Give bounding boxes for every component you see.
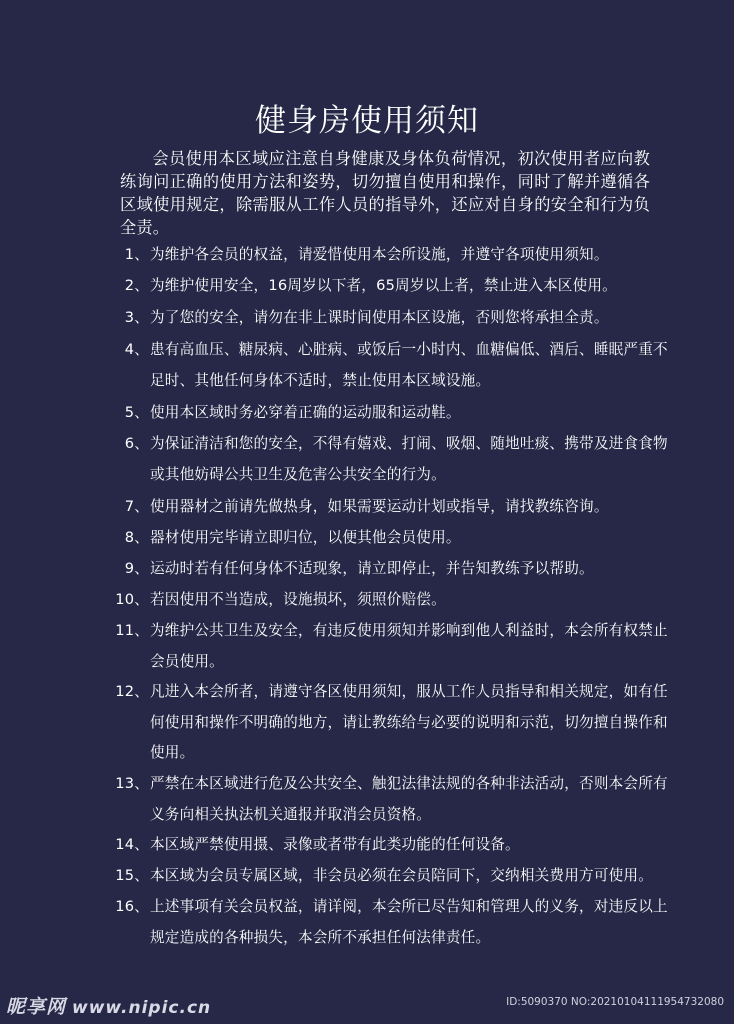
rule-number: 5、	[124, 404, 149, 421]
intro-paragraph: 会员使用本区域应注意自身健康及身体负荷情况，初次使用者应向教练询问正确的使用方法和姿势，切勿擅自使用和操作，同时了解并遵循各区域使用规定，除需服从工作人员的指导外，还应对自身的安全和行为负全责。	[120, 149, 650, 238]
rule-number: 6、	[124, 435, 149, 452]
list-item	[113, 335, 673, 396]
watermark-brand: 昵享网	[6, 996, 67, 1018]
rule-text: 患有高血压、糖尿病、心脏病、或饭后一小时内、血糖偏低、酒后、睡眠严重不足时、其他任何身体不适时，禁止使用本区域设施。	[150, 341, 668, 389]
rule-text: 严禁在本区域进行危及公共安全、触犯法律法规的各种非法活动，否则本会所有义务向相关执法机关通报并取消会员资格。	[150, 775, 668, 823]
rule-number: 9、	[124, 560, 149, 577]
rule-text: 器材使用完毕请立即归位，以便其他会员使用。	[150, 529, 461, 546]
rule-number: 7、	[124, 498, 149, 515]
rule-number: 1、	[124, 246, 149, 263]
list-item	[113, 271, 673, 302]
rule-text: 使用器材之前请先做热身，如果需要运动计划或指导，请找教练咨询。	[150, 498, 609, 515]
list-item	[113, 554, 673, 585]
rule-number: 10、	[115, 591, 149, 608]
rule-number: 8、	[124, 529, 149, 546]
rule-number: 2、	[124, 277, 149, 294]
list-item	[113, 861, 673, 892]
list-item	[113, 492, 673, 523]
rule-number: 13、	[115, 775, 149, 792]
rule-text: 本区域严禁使用摄、录像或者带有此类功能的任何设备。	[150, 836, 520, 853]
rule-text: 凡进入本会所者，请遵守各区使用须知，服从工作人员指导和相关规定，如有任何使用和操作不明确的地方，请让教练给与必要的说明和示范，切勿擅自操作和使用。	[150, 683, 668, 761]
rule-text: 上述事项有关会员权益，请详阅，本会所已尽告知和管理人的义务，对违反以上规定造成的各种损失，本会所不承担任何法律责任。	[150, 898, 668, 946]
rule-number: 4、	[124, 341, 149, 358]
list-item	[113, 523, 673, 554]
rule-number: 11、	[115, 622, 149, 639]
rule-text: 为保证清洁和您的安全，不得有嬉戏、打闹、吸烟、随地吐痰、携带及进食食物或其他妨碍公共卫生及危害公共安全的行为。	[150, 435, 668, 483]
rule-text: 运动时若有任何身体不适现象，请立即停止，并告知教练予以帮助。	[150, 560, 594, 577]
list-item	[113, 585, 673, 616]
rule-number: 14、	[115, 836, 149, 853]
rule-text: 使用本区域时务必穿着正确的运动服和运动鞋。	[150, 404, 461, 421]
rule-text: 若因使用不当造成，设施损坏，须照价赔偿。	[150, 591, 446, 608]
list-item	[113, 830, 673, 861]
list-item	[113, 677, 673, 769]
rule-number: 16、	[115, 898, 149, 915]
list-item	[113, 892, 673, 953]
rule-number: 12、	[115, 683, 149, 700]
list-item	[113, 769, 673, 830]
rule-text: 本区域为会员专属区域，非会员必须在会员陪同下，交纳相关费用方可使用。	[150, 867, 653, 884]
rule-text: 为了您的安全，请勿在非上课时间使用本区设施，否则您将承担全责。	[150, 309, 609, 326]
watermark-logo	[6, 992, 211, 1019]
list-item	[113, 429, 673, 490]
rule-number: 3、	[124, 309, 149, 326]
list-item	[113, 240, 673, 271]
rule-number: 15、	[115, 867, 149, 884]
list-item	[113, 303, 673, 334]
page-title: 健身房使用须知	[255, 102, 479, 139]
list-item	[113, 616, 673, 677]
rule-text: 为维护使用安全，16周岁以下者，65周岁以上者，禁止进入本区使用。	[150, 277, 617, 294]
watermark-id: ID:5090370 NO:20210104111954732080	[506, 996, 724, 1008]
watermark-url: www.nipic.cn	[72, 998, 212, 1018]
rule-text: 为维护公共卫生及安全，有违反使用须知并影响到他人利益时，本会所有权禁止会员使用。	[150, 622, 668, 670]
list-item	[113, 398, 673, 429]
rule-text: 为维护各会员的权益，请爱惜使用本会所设施，并遵守各项使用须知。	[150, 246, 609, 263]
